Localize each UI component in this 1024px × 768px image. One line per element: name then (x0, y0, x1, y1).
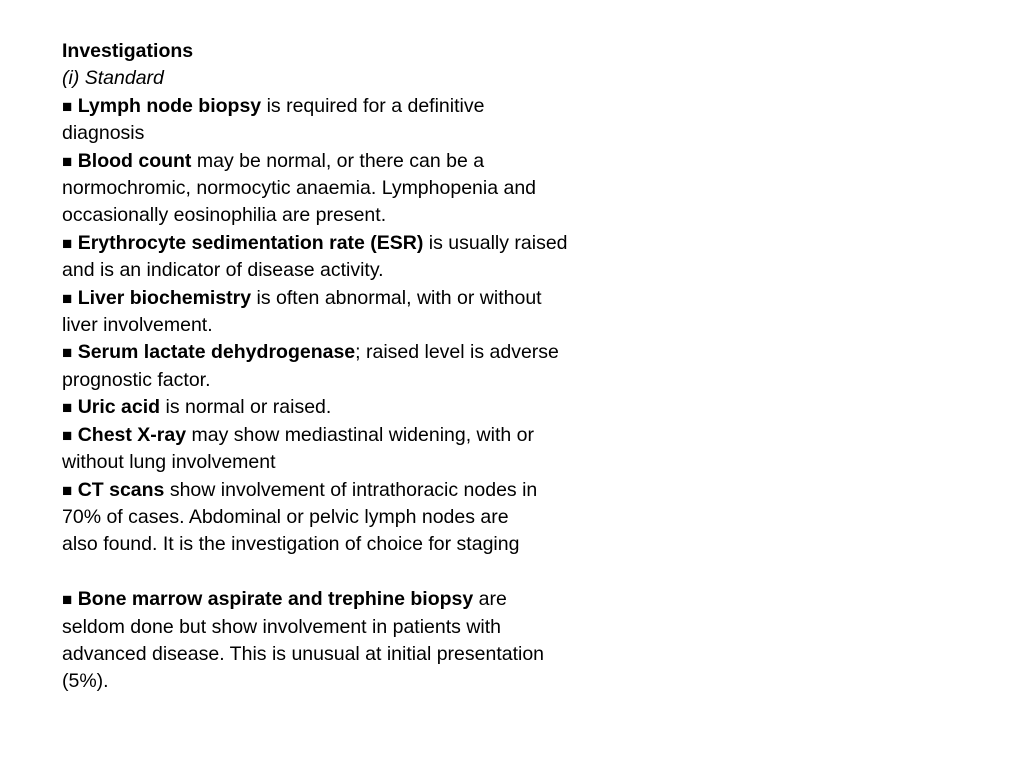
item-text: without lung involvement (62, 451, 276, 474)
bullet-square-icon: ■ (62, 343, 73, 363)
item-term: Blood count (77, 149, 192, 172)
item-text: is often abnormal, with or without (251, 286, 542, 309)
list-item-blood-count (62, 148, 662, 230)
list-item-bone-marrow (62, 586, 662, 696)
bullet-square-icon: ■ (62, 288, 73, 308)
list-item-esr (62, 230, 662, 285)
list-item-ct-scans (62, 477, 662, 559)
list-item-chest-xray (62, 422, 662, 477)
item-text: and is an indicator of disease activity. (62, 259, 384, 282)
item-text: is required for a definitive (261, 94, 485, 117)
section-heading: Investigations (62, 40, 194, 62)
list-item-uric-acid (62, 394, 662, 421)
item-term: CT scans (77, 478, 165, 501)
item-text: ; raised level is adverse (355, 341, 559, 364)
item-text: 70% of cases. Abdominal or pelvic lymph nodes are (62, 505, 509, 528)
item-text: may show mediastinal widening, with or (186, 423, 534, 446)
bullet-square-icon: ■ (62, 398, 73, 418)
item-text: occasionally eosinophilia are present. (62, 204, 387, 227)
item-text: advanced disease. This is unusual at initial presentation (62, 642, 545, 665)
blank-line-spacer (62, 559, 662, 586)
bullet-square-icon: ■ (62, 233, 73, 253)
bullet-square-icon: ■ (62, 425, 73, 445)
item-text: also found. It is the investigation of choice for staging (62, 533, 520, 556)
list-item-serum-ldh (62, 339, 662, 394)
item-text: prognostic factor. (62, 368, 211, 391)
item-text: liver involvement. (62, 314, 213, 337)
item-text: diagnosis (62, 122, 145, 145)
item-term: Erythrocyte sedimentation rate (ESR) (77, 231, 424, 254)
bullet-square-icon: ■ (62, 590, 73, 610)
item-text: show involvement of intrathoracic nodes in (164, 478, 538, 501)
bullet-square-icon: ■ (62, 151, 73, 171)
item-text: may be normal, or there can be a (191, 149, 485, 172)
item-text: seldom done but show involvement in patients with (62, 615, 501, 638)
bullet-square-icon: ■ (62, 96, 73, 116)
item-term: Bone marrow aspirate and trephine biopsy (77, 588, 474, 611)
item-text: normochromic, normocytic anaemia. Lymphopenia and (62, 177, 537, 200)
item-term: Lymph node biopsy (77, 94, 262, 117)
item-term: Liver biochemistry (77, 286, 252, 309)
item-text: is normal or raised. (160, 396, 332, 419)
item-term: Uric acid (77, 396, 161, 419)
item-text: are (473, 588, 507, 611)
item-text: is usually raised (423, 231, 568, 254)
item-text: (5%). (62, 670, 109, 693)
item-term: Serum lactate dehydrogenase (77, 341, 356, 364)
list-item-liver-biochemistry (62, 285, 662, 340)
list-item-lymph-node-biopsy (62, 93, 662, 148)
section-subheading: (i) Standard (62, 67, 164, 90)
document-body (62, 38, 662, 696)
item-term: Chest X-ray (77, 423, 187, 446)
bullet-square-icon: ■ (62, 480, 73, 500)
